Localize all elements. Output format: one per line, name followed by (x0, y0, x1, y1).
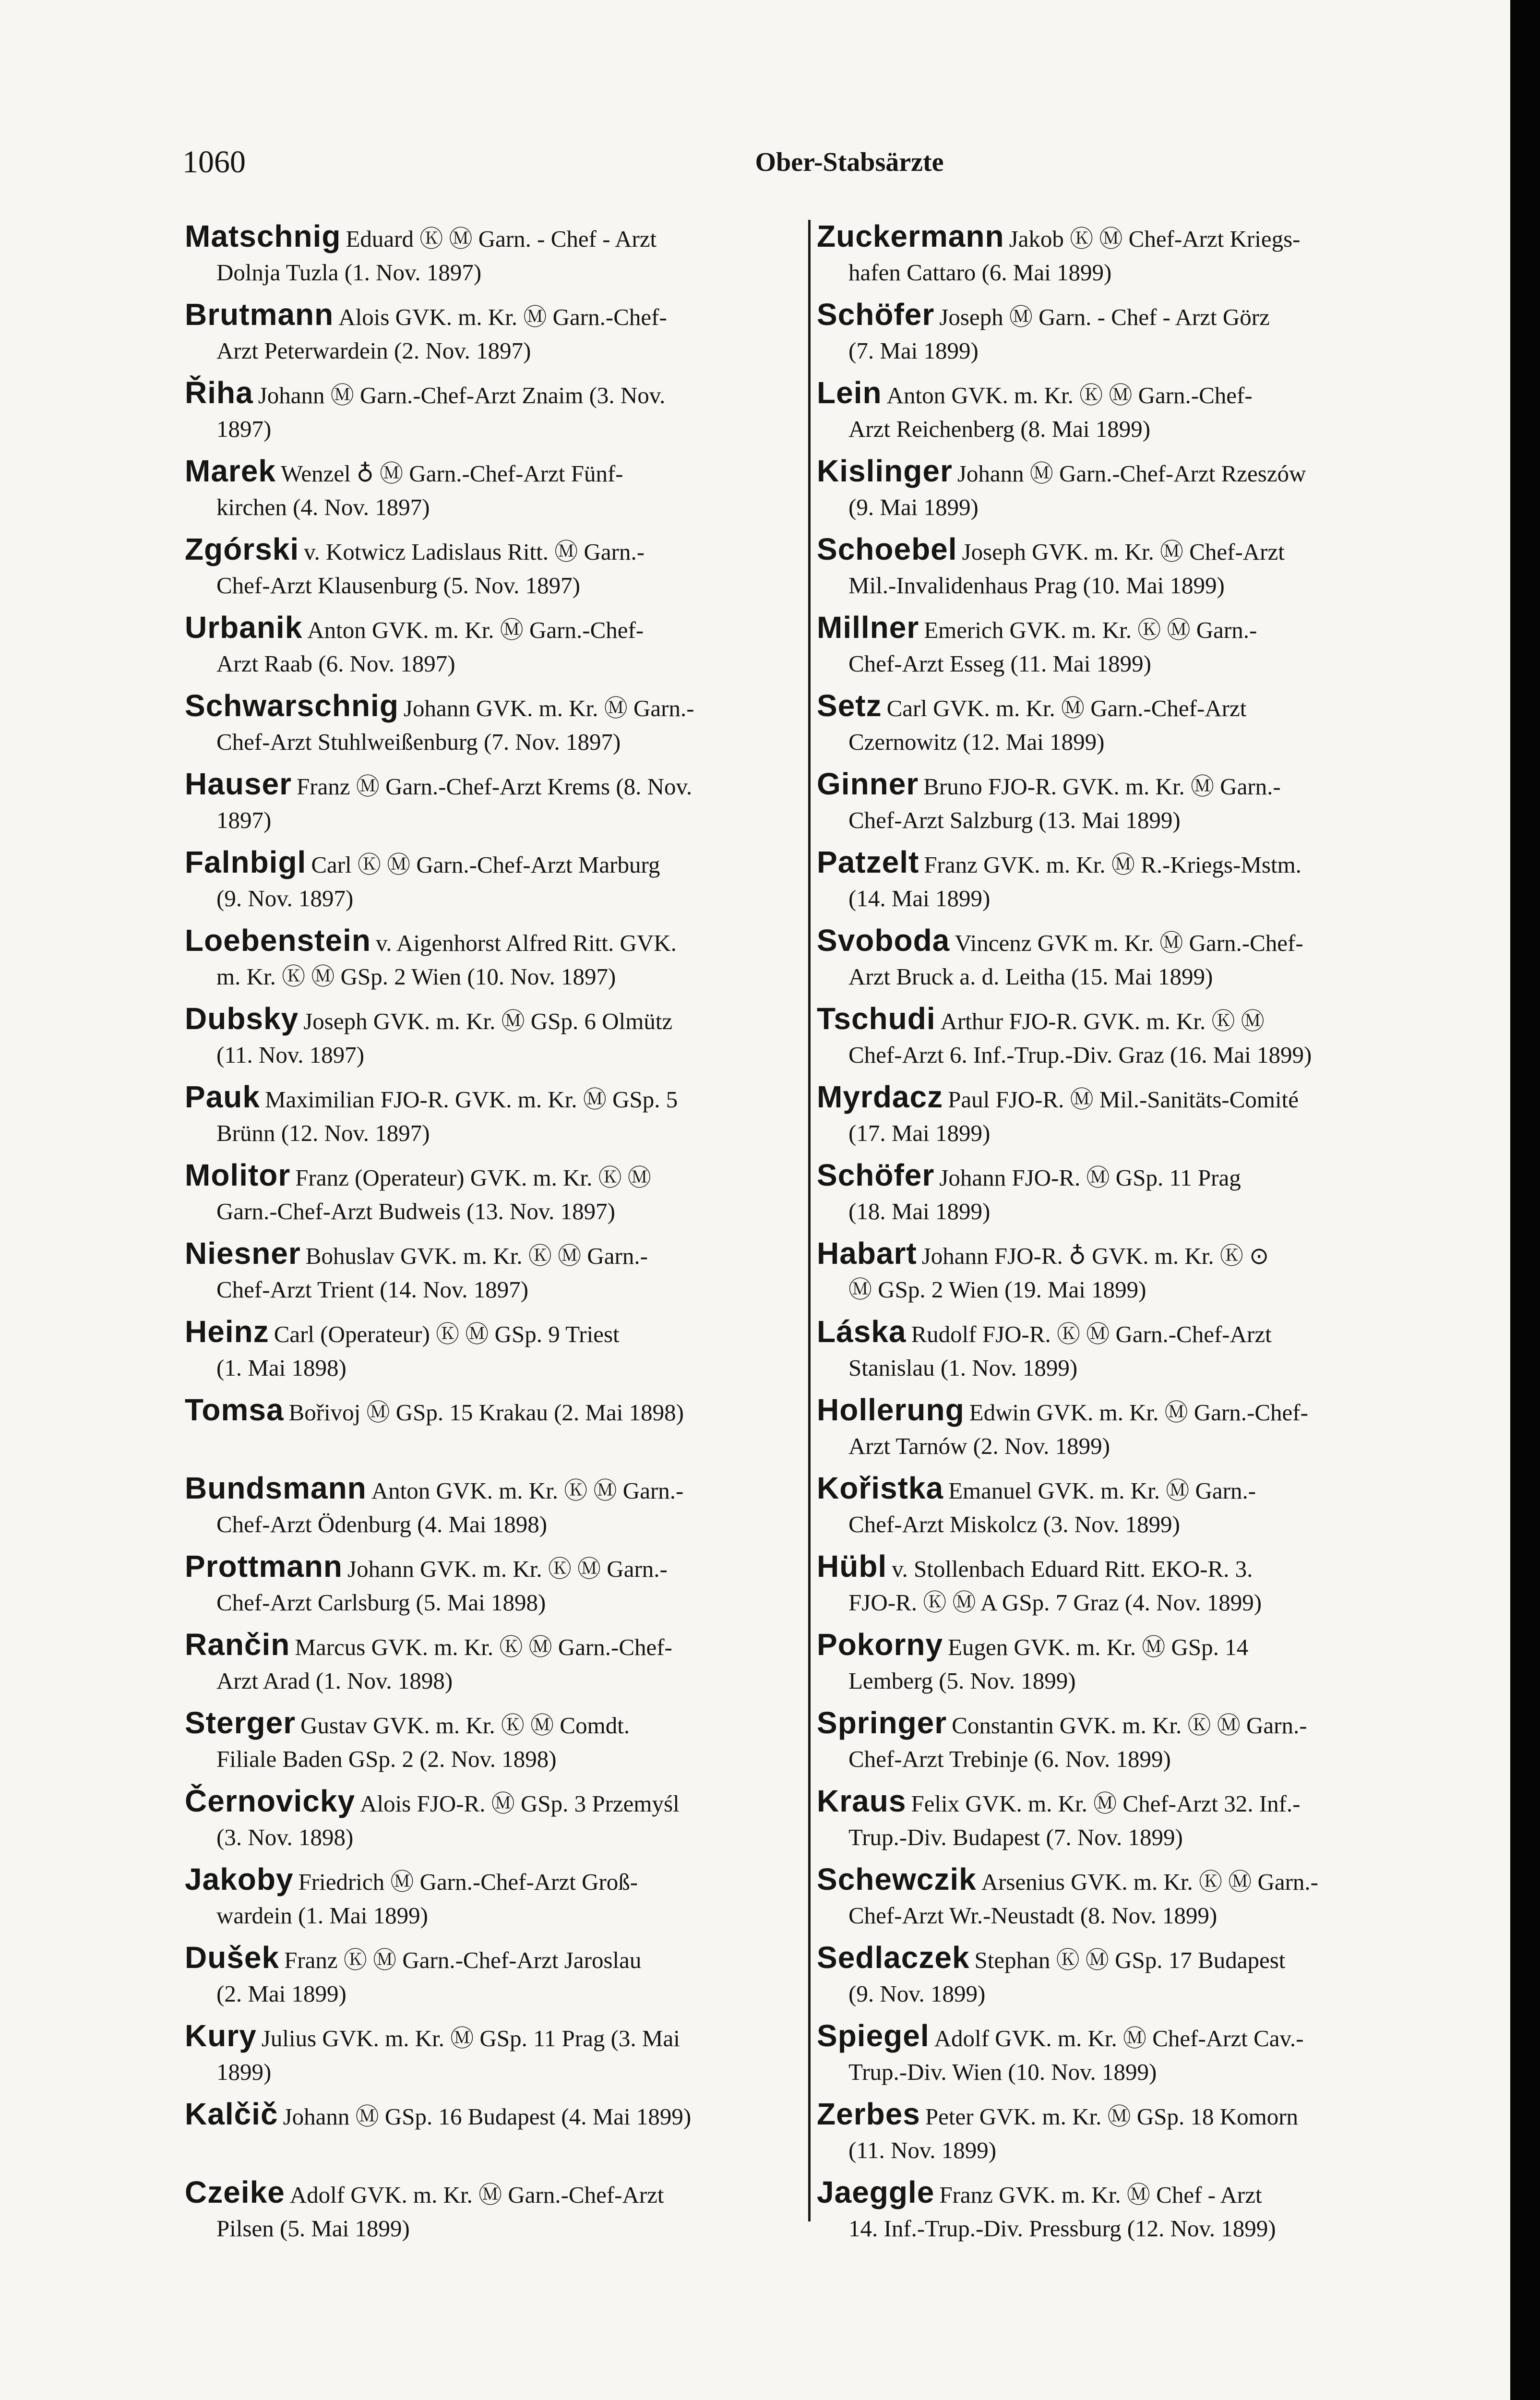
register-entry (185, 1705, 787, 1783)
entry-line-1 (817, 1705, 1419, 1741)
entry-surname: Niesner (185, 1236, 301, 1271)
entry-details: Johann Ⓜ Garn.-Chef-Arzt Znaim (3. Nov. (258, 382, 666, 408)
entry-line-1 (817, 1314, 1419, 1350)
entry-surname: Pokorny (817, 1627, 943, 1662)
entry-line-1 (185, 1236, 787, 1272)
entry-surname: Schwarschnig (185, 688, 399, 723)
entry-details: Anton GVK. m. Kr. Ⓜ Garn.-Chef- (307, 617, 644, 643)
entry-line-1 (817, 923, 1419, 959)
entry-surname: Dušek (185, 1940, 280, 1975)
entry-line-1 (817, 1470, 1419, 1506)
entry-line-2: FJO-R. Ⓚ Ⓜ A GSp. 7 Graz (4. Nov. 1899) (848, 1589, 1262, 1616)
register-entry (817, 1940, 1419, 2018)
entry-details: Franz GVK. m. Kr. Ⓜ Chef - Arzt (939, 2182, 1262, 2208)
entry-line-1 (817, 2174, 1419, 2210)
entry-details: Friedrich Ⓜ Garn.-Chef-Arzt Groß- (298, 1869, 638, 1895)
entry-line-1 (817, 1627, 1419, 1663)
entry-surname: Kraus (817, 1784, 907, 1818)
entry-line-1 (185, 1079, 787, 1115)
entry-details: Johann Ⓜ Garn.-Chef-Arzt Rzeszów (957, 460, 1306, 487)
entry-surname: Schöfer (817, 1158, 935, 1192)
entry-surname: Rančin (185, 1627, 290, 1662)
register-entry (817, 2174, 1419, 2253)
entry-surname: Dubsky (185, 1001, 299, 1036)
entry-line-2: Chef-Arzt 6. Inf.-Trup.-Div. Graz (16. Mai 1899) (848, 1042, 1312, 1068)
entry-details: v. Kotwicz Ladislaus Ritt. Ⓜ Garn.- (304, 539, 645, 565)
entry-line-1 (817, 1861, 1419, 1897)
entry-details: Adolf GVK. m. Kr. Ⓜ Garn.-Chef-Arzt (289, 2182, 664, 2208)
entry-surname: Molitor (185, 1158, 291, 1192)
entry-line-1 (185, 453, 787, 489)
entry-details: Johann GVK. m. Kr. Ⓜ Garn.- (403, 695, 694, 721)
entry-surname: Černovicky (185, 1784, 356, 1818)
register-entry (817, 1236, 1419, 1314)
entry-line-1 (185, 1861, 787, 1897)
register-entry (817, 1627, 1419, 1705)
entry-line-1 (817, 688, 1419, 724)
entry-line-1 (817, 1548, 1419, 1584)
entry-surname: Lein (817, 375, 882, 410)
register-entry (817, 531, 1419, 610)
entry-surname: Falnbigl (185, 845, 307, 879)
entry-surname: Czeike (185, 2175, 285, 2209)
entry-line-1 (185, 1783, 787, 1819)
entry-surname: Hollerung (817, 1392, 965, 1427)
entry-surname: Pauk (185, 1080, 260, 1114)
entry-line-2: Czernowitz (12. Mai 1899) (848, 729, 1105, 755)
entry-line-2: m. Kr. Ⓚ Ⓜ GSp. 2 Wien (10. Nov. 1897) (216, 963, 616, 990)
entry-line-1 (817, 766, 1419, 802)
register-entry (817, 453, 1419, 531)
entry-line-2: Chef-Arzt Stuhlweißenburg (7. Nov. 1897) (216, 729, 621, 755)
entry-line-2: 1897) (216, 807, 272, 833)
entry-details: Anton GVK. m. Kr. Ⓚ Ⓜ Garn.- (371, 1477, 684, 1504)
register-entry (817, 1079, 1419, 1157)
entry-details: Eugen GVK. m. Kr. Ⓜ GSp. 14 (948, 1634, 1249, 1660)
entry-surname: Hauser (185, 767, 292, 801)
entry-surname: Prottmann (185, 1549, 343, 1584)
entry-line-1 (817, 1236, 1419, 1272)
entry-line-2: Garn.-Chef-Arzt Budweis (13. Nov. 1897) (216, 1198, 615, 1224)
entry-line-2: (11. Nov. 1899) (848, 2137, 997, 2163)
register-entry (817, 923, 1419, 1001)
entry-surname: Marek (185, 454, 276, 488)
entry-line-1 (185, 218, 787, 254)
entry-line-2 (185, 1428, 787, 1464)
entry-line-1 (817, 2018, 1419, 2054)
entry-line-1 (817, 297, 1419, 333)
entry-line-2: Brünn (12. Nov. 1897) (216, 1120, 430, 1146)
entry-details: Jakob Ⓚ Ⓜ Chef-Arzt Kriegs- (1009, 226, 1301, 252)
entry-line-2: Chef-Arzt Wr.-Neustadt (8. Nov. 1899) (848, 1902, 1218, 1929)
entry-surname: Láska (817, 1314, 907, 1349)
entry-details: Edwin GVK. m. Kr. Ⓜ Garn.-Chef- (969, 1399, 1308, 1426)
entry-line-1 (817, 1079, 1419, 1115)
entry-details: Arsenius GVK. m. Kr. Ⓚ Ⓜ Garn.- (981, 1869, 1318, 1895)
entry-line-2: Arzt Arad (1. Nov. 1898) (216, 1668, 453, 1694)
register-entry (817, 375, 1419, 453)
register-entry (817, 297, 1419, 375)
register-entry (185, 844, 787, 923)
entry-surname: Patzelt (817, 845, 919, 879)
entry-details: Joseph GVK. m. Kr. Ⓜ GSp. 6 Olmütz (303, 1008, 673, 1034)
entry-line-2: Filiale Baden GSp. 2 (2. Nov. 1898) (216, 1746, 557, 1772)
entry-line-2: Trup.-Div. Budapest (7. Nov. 1899) (848, 1824, 1183, 1850)
register-entry (185, 766, 787, 844)
entry-details: Johann FJO-R. Ⓜ GSp. 11 Prag (939, 1164, 1241, 1191)
entry-line-2: 14. Inf.-Trup.-Div. Pressburg (12. Nov. 1899) (848, 2215, 1276, 2242)
entry-surname: Schewczik (817, 1862, 977, 1896)
entry-details: v. Aigenhorst Alfred Ritt. GVK. (375, 930, 677, 956)
entry-line-2: 1899) (216, 2059, 272, 2085)
register-entry (185, 2018, 787, 2096)
register-entry (817, 218, 1419, 297)
entry-line-2: Arzt Peterwardein (2. Nov. 1897) (216, 337, 531, 364)
entry-surname: Schoebel (817, 532, 957, 566)
entry-details: Arthur FJO-R. GVK. m. Kr. Ⓚ Ⓜ (940, 1008, 1265, 1034)
entry-line-2: Chef-Arzt Esseg (11. Mai 1899) (848, 650, 1151, 677)
entry-line-2: Ⓜ GSp. 2 Wien (19. Mai 1899) (848, 1276, 1146, 1303)
entry-details: Paul FJO-R. Ⓜ Mil.-Sanitäts-Comité (948, 1086, 1299, 1113)
entry-line-1 (185, 1940, 787, 1976)
entry-line-2: (14. Mai 1899) (848, 885, 991, 912)
entry-line-2: (18. Mai 1899) (848, 1198, 991, 1224)
entry-surname: Tomsa (185, 1392, 284, 1427)
entry-surname: Springer (817, 1705, 947, 1740)
entry-line-2: wardein (1. Mai 1899) (216, 1902, 428, 1929)
register-entry (185, 453, 787, 531)
entry-line-1 (185, 1627, 787, 1663)
entry-line-1 (185, 2096, 787, 2132)
entry-surname: Setz (817, 688, 882, 723)
entry-surname: Sedlaczek (817, 1940, 970, 1975)
entry-line-2: (3. Nov. 1898) (216, 1824, 354, 1850)
entry-details: Constantin GVK. m. Kr. Ⓚ Ⓜ Garn.- (952, 1712, 1307, 1739)
entry-details: Franz Ⓚ Ⓜ Garn.-Chef-Arzt Jaroslau (284, 1947, 642, 1973)
entry-surname: Heinz (185, 1314, 269, 1349)
entry-line-1 (185, 1470, 787, 1506)
entry-line-1 (185, 531, 787, 567)
entry-line-2: Arzt Bruck a. d. Leitha (15. Mai 1899) (848, 963, 1213, 990)
entry-line-1 (185, 375, 787, 411)
register-entry (185, 531, 787, 610)
entry-details: Marcus GVK. m. Kr. Ⓚ Ⓜ Garn.-Chef- (295, 1634, 672, 1660)
entry-line-1 (817, 844, 1419, 880)
entry-line-1 (185, 2018, 787, 2054)
register-entry (817, 688, 1419, 766)
register-entry (185, 1783, 787, 1861)
left-column (185, 218, 787, 2253)
entry-surname: Řiha (185, 375, 253, 410)
entry-details: Alois FJO-R. Ⓜ GSp. 3 Przemyśl (360, 1790, 680, 1817)
entry-line-1 (817, 1157, 1419, 1193)
column-divider (808, 220, 811, 2221)
register-entry (185, 1079, 787, 1157)
entry-surname: Brutmann (185, 297, 334, 332)
entry-details: Wenzel ♁ Ⓜ Garn.-Chef-Arzt Fünf- (281, 460, 623, 487)
register-entry (817, 1783, 1419, 1861)
register-entry (185, 375, 787, 453)
entry-surname: Urbanik (185, 610, 303, 645)
entry-surname: Bundsmann (185, 1471, 367, 1505)
right-column (817, 218, 1419, 2253)
entry-line-2: Arzt Raab (6. Nov. 1897) (216, 650, 455, 677)
register-entry (185, 297, 787, 375)
entry-details: Carl Ⓚ Ⓜ Garn.-Chef-Arzt Marburg (311, 852, 660, 878)
entry-line-1 (817, 218, 1419, 254)
entry-line-2: hafen Cattaro (6. Mai 1899) (848, 259, 1112, 286)
entry-line-1 (185, 923, 787, 959)
entry-line-2: Chef-Arzt Miskolcz (3. Nov. 1899) (848, 1511, 1180, 1537)
entry-details: Maximilian FJO-R. GVK. m. Kr. Ⓜ GSp. 5 (264, 1086, 678, 1113)
entry-details: Joseph Ⓜ Garn. - Chef - Arzt Görz (939, 304, 1270, 330)
entry-details: Stephan Ⓚ Ⓜ GSp. 17 Budapest (974, 1947, 1286, 1973)
entry-line-2: Chef-Arzt Trient (14. Nov. 1897) (216, 1276, 529, 1303)
entry-line-2: Chef-Arzt Carlsburg (5. Mai 1898) (216, 1589, 546, 1616)
entry-line-1 (817, 1940, 1419, 1976)
register-entry (185, 2174, 787, 2253)
entry-details: Franz Ⓜ Garn.-Chef-Arzt Krems (8. Nov. (297, 773, 692, 800)
register-entry (185, 688, 787, 766)
register-entry (817, 2018, 1419, 2096)
entry-details: Anton GVK. m. Kr. Ⓚ Ⓜ Garn.-Chef- (886, 382, 1253, 408)
entry-details: Gustav GVK. m. Kr. Ⓚ Ⓜ Comdt. (300, 1712, 630, 1739)
register-entry (817, 1470, 1419, 1548)
entry-surname: Svoboda (817, 923, 950, 958)
page-number: 1060 (182, 144, 246, 180)
entry-line-1 (185, 1001, 787, 1037)
entry-details: Alois GVK. m. Kr. Ⓜ Garn.-Chef- (338, 304, 667, 330)
register-entry (817, 610, 1419, 688)
entry-details: Carl (Operateur) Ⓚ Ⓜ GSp. 9 Triest (274, 1321, 620, 1347)
entry-line-2: Pilsen (5. Mai 1899) (216, 2215, 410, 2242)
register-entry (817, 844, 1419, 923)
entry-surname: Kořistka (817, 1471, 944, 1505)
scan-edge (1510, 0, 1540, 2400)
entry-surname: Kalčič (185, 2097, 278, 2131)
entry-details: Carl GVK. m. Kr. Ⓜ Garn.-Chef-Arzt (886, 695, 1247, 721)
register-entry (817, 1157, 1419, 1236)
entry-line-1 (817, 1001, 1419, 1037)
entry-details: Franz (Operateur) GVK. m. Kr. Ⓚ Ⓜ (295, 1164, 651, 1191)
register-entry (185, 1861, 787, 1940)
register-entry (817, 1548, 1419, 1627)
register-entry (817, 1705, 1419, 1783)
entry-line-2: Trup.-Div. Wien (10. Nov. 1899) (848, 2059, 1157, 2085)
register-entry (817, 1001, 1419, 1079)
register-entry (185, 1236, 787, 1314)
entry-surname: Habart (817, 1236, 917, 1271)
register-entry (185, 1940, 787, 2018)
entry-surname: Millner (817, 610, 919, 645)
entry-details: Adolf GVK. m. Kr. Ⓜ Chef-Arzt Cav.- (934, 2025, 1304, 2052)
entry-line-2: Chef-Arzt Klausenburg (5. Nov. 1897) (216, 572, 580, 599)
entry-surname: Loebenstein (185, 923, 371, 958)
entry-details: Bořivoj Ⓜ GSp. 15 Krakau (2. Mai 1898) (288, 1399, 684, 1426)
entry-line-2: Lemberg (5. Nov. 1899) (848, 1668, 1076, 1694)
entry-details: Rudolf FJO-R. Ⓚ Ⓜ Garn.-Chef-Arzt (911, 1321, 1272, 1347)
entry-line-2 (185, 2132, 787, 2168)
entry-details: Julius GVK. m. Kr. Ⓜ GSp. 11 Prag (3. Mai (261, 2025, 680, 2052)
entry-line-2: Stanislau (1. Nov. 1899) (848, 1355, 1078, 1381)
entry-line-1 (185, 1548, 787, 1584)
entry-details: Johann FJO-R. ♁ GVK. m. Kr. Ⓚ ⊙ (921, 1243, 1269, 1269)
register-entry (185, 2096, 787, 2174)
entry-line-2: (9. Mai 1899) (848, 494, 979, 520)
entry-line-2: (9. Nov. 1897) (216, 885, 354, 912)
entry-details: Felix GVK. m. Kr. Ⓜ Chef-Arzt 32. Inf.- (911, 1790, 1301, 1817)
entry-details: Peter GVK. m. Kr. Ⓜ GSp. 18 Komorn (925, 2103, 1299, 2130)
entry-line-2: (7. Mai 1899) (848, 337, 979, 364)
register-entry (185, 1627, 787, 1705)
entry-details: Eduard Ⓚ Ⓜ Garn. - Chef - Arzt (346, 226, 657, 252)
entry-details: Emerich GVK. m. Kr. Ⓚ Ⓜ Garn.- (924, 617, 1257, 643)
entry-line-1 (185, 1705, 787, 1741)
entry-line-2: Chef-Arzt Ödenburg (4. Mai 1898) (216, 1511, 548, 1537)
entry-line-2: (11. Nov. 1897) (216, 1042, 365, 1068)
entry-line-1 (185, 297, 787, 333)
entry-line-1 (185, 2174, 787, 2210)
entry-line-1 (817, 1783, 1419, 1819)
entry-line-1 (185, 766, 787, 802)
entry-line-1 (185, 1392, 787, 1428)
entry-details: Bohuslav GVK. m. Kr. Ⓚ Ⓜ Garn.- (305, 1243, 648, 1269)
entry-line-2: (1. Mai 1898) (216, 1355, 346, 1381)
running-title: Ober-Stabsärzte (755, 147, 944, 177)
page-header (182, 144, 1421, 182)
entry-line-2: Arzt Tarnów (2. Nov. 1899) (848, 1433, 1110, 1459)
entry-surname: Zuckermann (817, 219, 1004, 253)
entry-surname: Zgórski (185, 532, 299, 566)
entry-line-1 (185, 1157, 787, 1193)
register-entry (817, 766, 1419, 844)
entry-line-1 (817, 453, 1419, 489)
register-entry (185, 1157, 787, 1236)
register-entry (185, 1314, 787, 1392)
entry-line-2: Dolnja Tuzla (1. Nov. 1897) (216, 259, 482, 286)
entry-line-1 (185, 1314, 787, 1350)
register-entry (185, 1392, 787, 1470)
entry-surname: Matschnig (185, 219, 341, 253)
entry-details: Johann GVK. m. Kr. Ⓚ Ⓜ Garn.- (347, 1556, 668, 1582)
entry-line-2: Mil.-Invalidenhaus Prag (10. Mai 1899) (848, 572, 1225, 599)
entry-details: Bruno FJO-R. GVK. m. Kr. Ⓜ Garn.- (923, 773, 1281, 800)
entry-surname: Kury (185, 2018, 257, 2053)
register-entry (185, 610, 787, 688)
entry-surname: Myrdacz (817, 1080, 943, 1114)
register-entry (185, 1470, 787, 1548)
entry-details: Vincenz GVK m. Kr. Ⓜ Garn.-Chef- (955, 930, 1303, 956)
register-entry (185, 218, 787, 297)
register-entry (185, 1001, 787, 1079)
entry-surname: Tschudi (817, 1001, 936, 1036)
entry-line-2: (9. Nov. 1899) (848, 1980, 986, 2007)
entry-details: Franz GVK. m. Kr. Ⓜ R.-Kriegs-Mstm. (924, 852, 1301, 878)
entry-details: Emanuel GVK. m. Kr. Ⓜ Garn.- (948, 1477, 1256, 1504)
register-entry (817, 2096, 1419, 2174)
register-entry (185, 1548, 787, 1627)
register-entry (817, 1392, 1419, 1470)
entry-line-1 (817, 531, 1419, 567)
entry-surname: Ginner (817, 767, 919, 801)
entry-line-2: Arzt Reichenberg (8. Mai 1899) (848, 416, 1151, 442)
entry-details: Johann Ⓜ GSp. 16 Budapest (4. Mai 1899) (283, 2103, 692, 2130)
entry-surname: Jakoby (185, 1862, 294, 1896)
entry-line-2: Chef-Arzt Salzburg (13. Mai 1899) (848, 807, 1181, 833)
entry-line-1 (817, 2096, 1419, 2132)
register-entry (817, 1314, 1419, 1392)
register-entry (185, 923, 787, 1001)
entry-surname: Spiegel (817, 2018, 930, 2053)
entry-line-1 (817, 375, 1419, 411)
entry-line-1 (185, 844, 787, 880)
entry-line-2: (2. Mai 1899) (216, 1980, 346, 2007)
entry-line-1 (817, 610, 1419, 646)
entry-details: Joseph GVK. m. Kr. Ⓜ Chef-Arzt (962, 539, 1285, 565)
entry-surname: Sterger (185, 1705, 296, 1740)
entry-surname: Schöfer (817, 297, 935, 332)
entry-details: v. Stollenbach Eduard Ritt. EKO-R. 3. (892, 1556, 1253, 1582)
entry-surname: Hübl (817, 1549, 887, 1584)
entry-line-1 (185, 610, 787, 646)
entry-line-2: kirchen (4. Nov. 1897) (216, 494, 430, 520)
register-entry (817, 1861, 1419, 1940)
entry-line-2: (17. Mai 1899) (848, 1120, 991, 1146)
entry-surname: Zerbes (817, 2097, 920, 2131)
entry-surname: Kislinger (817, 454, 953, 488)
entry-line-2: Chef-Arzt Trebinje (6. Nov. 1899) (848, 1746, 1171, 1772)
entry-line-1 (817, 1392, 1419, 1428)
entry-surname: Jaeggle (817, 2175, 935, 2209)
entry-line-2: 1897) (216, 416, 272, 442)
entry-line-1 (185, 688, 787, 724)
